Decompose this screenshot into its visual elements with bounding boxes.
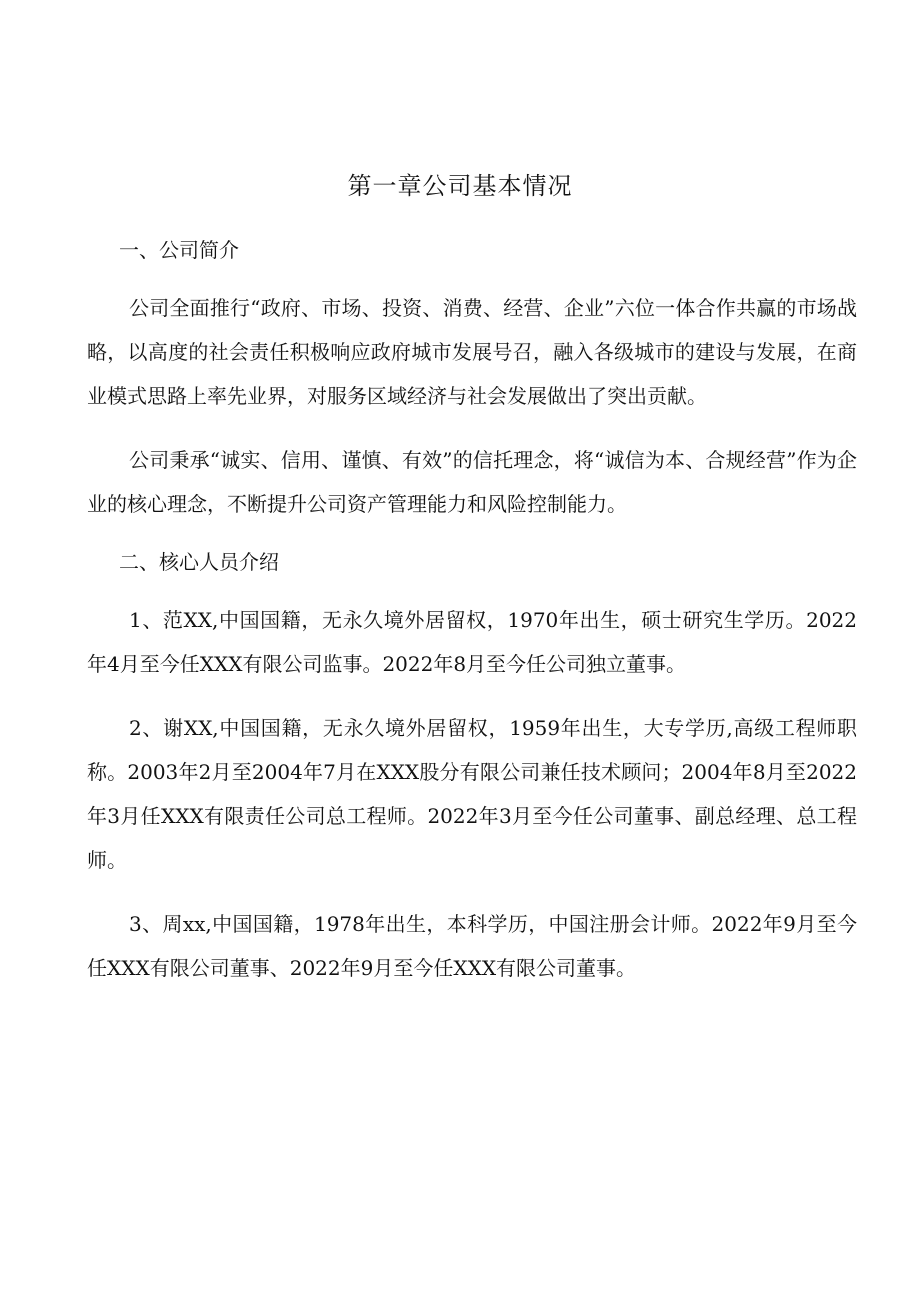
paragraph-strategy: 公司全面推行“政府、市场、投资、消费、经营、企业”六位一体合作共赢的市场战略，以高度的社会责任积极响应政府城市发展号召，融入各级城市的建设与发展，在商业模式思路上率先业界，对服务区域经济与社会发展做出了突出贡献。 xyxy=(87,296,857,408)
section-heading-company-profile: 一、公司简介 xyxy=(119,238,239,262)
paragraph-person-3: 3、周xx,中国国籍，1978年出生，本科学历，中国注册会计师。2022年9月至今任XXX有限公司董事、2022年9月至今任XXX有限公司董事。 xyxy=(87,912,857,980)
paragraph-person-2: 2、谢XX,中国国籍，无永久境外居留权，1959年出生，大专学历,高级工程师职称。2003年2月至2004年7月在XXX股分有限公司兼任技术顾问；2004年8月至2022年3月任XXX有限责任公司总工程师。2022年3月至今任公司董事、副总经理、总工程师。 xyxy=(87,716,857,872)
section-heading-core-personnel: 二、核心人员介绍 xyxy=(119,550,279,574)
document-body xyxy=(87,234,857,990)
paragraph-person-1: 1、范XX,中国国籍，无永久境外居留权，1970年出生，硕士研究生学历。2022年4月至今任XXX有限公司监事。2022年8月至今任公司独立董事。 xyxy=(87,608,857,676)
paragraph-philosophy: 公司秉承“诚实、信用、谨慎、有效”的信托理念，将“诚信为本、合规经营”作为企业的核心理念，不断提升公司资产管理能力和风险控制能力。 xyxy=(87,448,857,516)
page-title: 第一章公司基本情况 xyxy=(347,172,573,200)
